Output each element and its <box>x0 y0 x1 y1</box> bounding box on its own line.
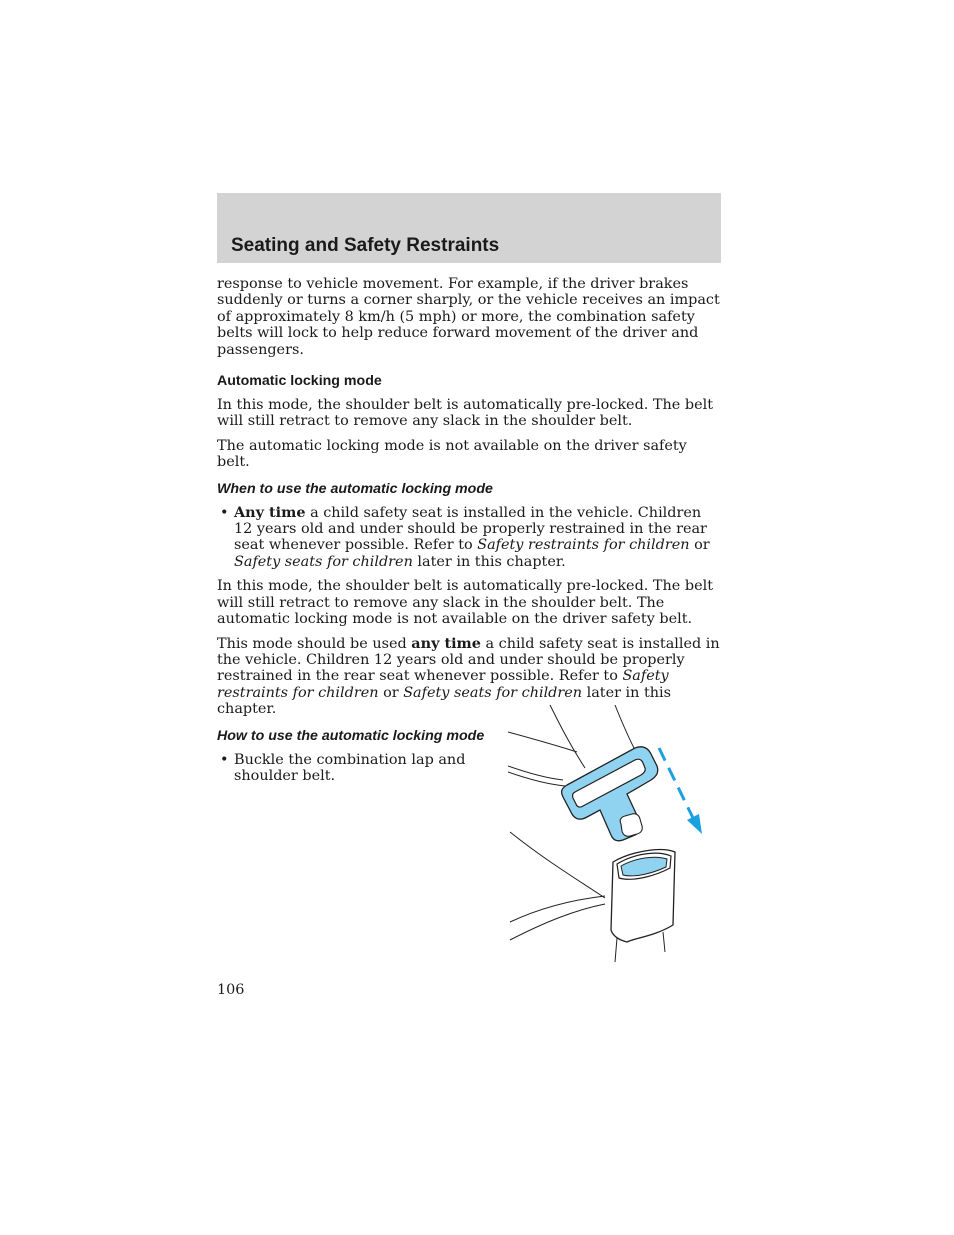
page-number: 106 <box>217 982 245 998</box>
seat-belt-buckle-icon <box>505 700 720 962</box>
cross-reference: Safety restraints for children <box>217 668 669 701</box>
cross-reference: Safety seats for children <box>234 553 413 570</box>
text: or <box>378 684 404 701</box>
text: This mode should be used <box>217 635 412 652</box>
text: Buckle the combination lap and shoulder belt. <box>234 751 466 784</box>
text: a child safety seat is installed in the vehicle. Children 12 years old and under should be properly restrained in the rear seat whenever possible. Refer to <box>217 635 720 685</box>
subheading-when-to-use: When to use the automatic locking mode <box>217 480 493 497</box>
list-item <box>217 752 486 785</box>
subheading-how-to-use: How to use the automatic locking mode <box>217 727 485 744</box>
cross-reference: Safety restraints for children <box>477 537 690 554</box>
intro-paragraph: response to vehicle movement. For example, if the driver brakes suddenly or turns a corner sharply, or the vehicle receives an impact of approximately 8 km/h (5 mph) or more, the combination safety belts will lock to help reduce forward movement of the driver and passengers. <box>217 276 720 358</box>
section-heading-automatic-locking-mode: Automatic locking mode <box>217 373 382 390</box>
text: later in this chapter. <box>412 553 566 570</box>
bullet-icon: • <box>220 751 229 768</box>
paragraph: In this mode, the shoulder belt is automatically pre-locked. The belt will still retract to remove any slack in the shoulder belt. The automatic locking mode is not available on the driver safety belt. <box>217 578 714 628</box>
cross-reference: Safety seats for children <box>403 684 583 701</box>
text: later in this chapter. <box>217 684 672 718</box>
emphasis-any-time: Any time <box>234 503 306 521</box>
paragraph: The automatic locking mode is not available on the driver safety belt. <box>217 437 687 471</box>
page-title: Seating and Safety Restraints <box>231 235 500 256</box>
emphasis-any-time: any time <box>411 634 481 652</box>
text: a child safety seat is installed in the vehicle. Children 12 years old and under should be properly restrained in the rear seat whenever possible. Refer to <box>234 504 707 554</box>
paragraph: In this mode, the shoulder belt is automatically pre-locked. The belt will still retract to remove any slack in the shoulder belt. <box>217 397 714 430</box>
bullet-icon: • <box>220 504 229 521</box>
header-band <box>217 193 721 263</box>
list-item <box>217 505 723 571</box>
text: or <box>689 537 710 554</box>
